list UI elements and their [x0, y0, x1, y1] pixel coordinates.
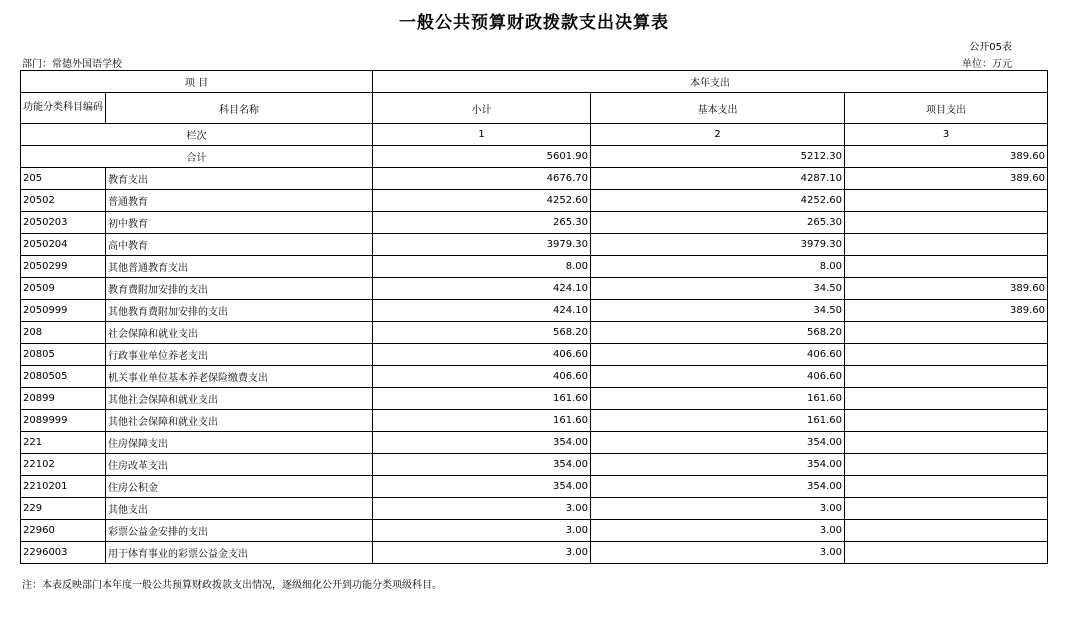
header-row-1: [21, 71, 1048, 93]
column-number-row: [21, 124, 1048, 146]
row-subtotal: 424.10: [373, 278, 591, 300]
header-project-exp: 项目支出: [845, 93, 1048, 124]
table-row: [21, 300, 1048, 322]
row-name: 普通教育: [106, 190, 373, 212]
row-basic: 3.00: [591, 498, 845, 520]
total-project: 389.60: [845, 146, 1048, 168]
row-basic: 161.60: [591, 410, 845, 432]
row-subtotal: 568.20: [373, 322, 591, 344]
page-title: 一般公共预算财政拨款支出决算表: [399, 13, 669, 33]
row-code: 208: [21, 322, 106, 344]
row-subtotal: 4252.60: [373, 190, 591, 212]
row-project: 389.60: [845, 278, 1048, 300]
row-basic: 406.60: [591, 344, 845, 366]
row-project: [845, 476, 1048, 498]
department-label: 部门：常德外国语学校: [22, 59, 122, 70]
row-basic: 265.30: [591, 212, 845, 234]
row-name: 教育费附加安排的支出: [106, 278, 373, 300]
row-subtotal: 354.00: [373, 432, 591, 454]
header-func-code: 功能分类科目编码: [21, 93, 106, 124]
row-name: 行政事业单位养老支出: [106, 344, 373, 366]
row-project: [845, 432, 1048, 454]
row-basic: 3.00: [591, 542, 845, 564]
row-code: 2080505: [21, 366, 106, 388]
table-row: [21, 542, 1048, 564]
row-name: 高中教育: [106, 234, 373, 256]
table-row: [21, 322, 1048, 344]
row-code: 20502: [21, 190, 106, 212]
total-row: [21, 146, 1048, 168]
table-row: [21, 234, 1048, 256]
row-code: 2296003: [21, 542, 106, 564]
row-code: 20509: [21, 278, 106, 300]
footnote: 注：本表反映部门本年度一般公共预算财政拨款支出情况，逐级细化公开到功能分类项级科目。: [22, 580, 442, 591]
row-project: [845, 542, 1048, 564]
row-basic: 4252.60: [591, 190, 845, 212]
header-project: 项 目: [21, 71, 373, 93]
row-subtotal: 3.00: [373, 498, 591, 520]
row-basic: 3.00: [591, 520, 845, 542]
row-code: 20805: [21, 344, 106, 366]
row-subtotal: 354.00: [373, 476, 591, 498]
row-subtotal: 406.60: [373, 366, 591, 388]
table-row: [21, 278, 1048, 300]
row-basic: 354.00: [591, 454, 845, 476]
row-basic: 34.50: [591, 300, 845, 322]
unit-label: 单位：万元: [962, 59, 1012, 70]
row-project: [845, 190, 1048, 212]
table-row: [21, 256, 1048, 278]
row-code: 2210201: [21, 476, 106, 498]
column-no-label: 栏次: [21, 124, 373, 146]
header-subject-name: 科目名称: [106, 93, 373, 124]
row-basic: 161.60: [591, 388, 845, 410]
row-subtotal: 3.00: [373, 542, 591, 564]
row-project: [845, 234, 1048, 256]
row-subtotal: 161.60: [373, 410, 591, 432]
total-label: 合计: [21, 146, 373, 168]
row-subtotal: 406.60: [373, 344, 591, 366]
table-row: [21, 410, 1048, 432]
row-code: 22960: [21, 520, 106, 542]
row-name: 教育支出: [106, 168, 373, 190]
row-project: [845, 256, 1048, 278]
row-basic: 4287.10: [591, 168, 845, 190]
row-code: 221: [21, 432, 106, 454]
row-basic: 406.60: [591, 366, 845, 388]
row-name: 社会保障和就业支出: [106, 322, 373, 344]
row-code: 2089999: [21, 410, 106, 432]
row-name: 其他教育费附加安排的支出: [106, 300, 373, 322]
table-row: [21, 520, 1048, 542]
row-basic: 568.20: [591, 322, 845, 344]
column-no-3: 3: [845, 124, 1048, 146]
row-name: 用于体育事业的彩票公益金支出: [106, 542, 373, 564]
row-code: 2050299: [21, 256, 106, 278]
header-subtotal: 小计: [373, 93, 591, 124]
table-row: [21, 344, 1048, 366]
row-basic: 34.50: [591, 278, 845, 300]
row-basic: 3979.30: [591, 234, 845, 256]
row-subtotal: 8.00: [373, 256, 591, 278]
column-no-2: 2: [591, 124, 845, 146]
row-name: 住房保障支出: [106, 432, 373, 454]
row-project: [845, 388, 1048, 410]
table-row: [21, 388, 1048, 410]
table-row: [21, 454, 1048, 476]
row-project: 389.60: [845, 168, 1048, 190]
row-project: [845, 212, 1048, 234]
header-basic: 基本支出: [591, 93, 845, 124]
row-name: 机关事业单位基本养老保险缴费支出: [106, 366, 373, 388]
row-subtotal: 3979.30: [373, 234, 591, 256]
row-subtotal: 265.30: [373, 212, 591, 234]
row-name: 住房公积金: [106, 476, 373, 498]
header-current-year: 本年支出: [373, 71, 1048, 93]
row-code: 2050204: [21, 234, 106, 256]
row-code: 20899: [21, 388, 106, 410]
row-name: 其他社会保障和就业支出: [106, 410, 373, 432]
total-subtotal: 5601.90: [373, 146, 591, 168]
row-name: 其他普通教育支出: [106, 256, 373, 278]
row-project: [845, 498, 1048, 520]
row-project: [845, 520, 1048, 542]
row-project: [845, 454, 1048, 476]
row-name: 初中教育: [106, 212, 373, 234]
row-code: 229: [21, 498, 106, 520]
row-code: 22102: [21, 454, 106, 476]
row-basic: 354.00: [591, 476, 845, 498]
row-subtotal: 161.60: [373, 388, 591, 410]
table-row: [21, 168, 1048, 190]
expenditure-table: [20, 70, 1048, 564]
row-basic: 354.00: [591, 432, 845, 454]
row-name: 其他支出: [106, 498, 373, 520]
row-subtotal: 354.00: [373, 454, 591, 476]
row-subtotal: 4676.70: [373, 168, 591, 190]
table-row: [21, 366, 1048, 388]
table-row: [21, 190, 1048, 212]
row-subtotal: 3.00: [373, 520, 591, 542]
table-row: [21, 212, 1048, 234]
row-subtotal: 424.10: [373, 300, 591, 322]
row-project: [845, 410, 1048, 432]
row-project: [845, 322, 1048, 344]
row-name: 彩票公益金安排的支出: [106, 520, 373, 542]
row-project: 389.60: [845, 300, 1048, 322]
row-name: 住房改革支出: [106, 454, 373, 476]
row-name: 其他社会保障和就业支出: [106, 388, 373, 410]
table-row: [21, 432, 1048, 454]
table-row: [21, 498, 1048, 520]
total-basic: 5212.30: [591, 146, 845, 168]
row-code: 2050203: [21, 212, 106, 234]
form-number: 公开05表: [969, 42, 1012, 53]
row-project: [845, 366, 1048, 388]
row-code: 205: [21, 168, 106, 190]
header-row-2: [21, 93, 1048, 124]
column-no-1: 1: [373, 124, 591, 146]
row-project: [845, 344, 1048, 366]
row-basic: 8.00: [591, 256, 845, 278]
table-row: [21, 476, 1048, 498]
row-code: 2050999: [21, 300, 106, 322]
